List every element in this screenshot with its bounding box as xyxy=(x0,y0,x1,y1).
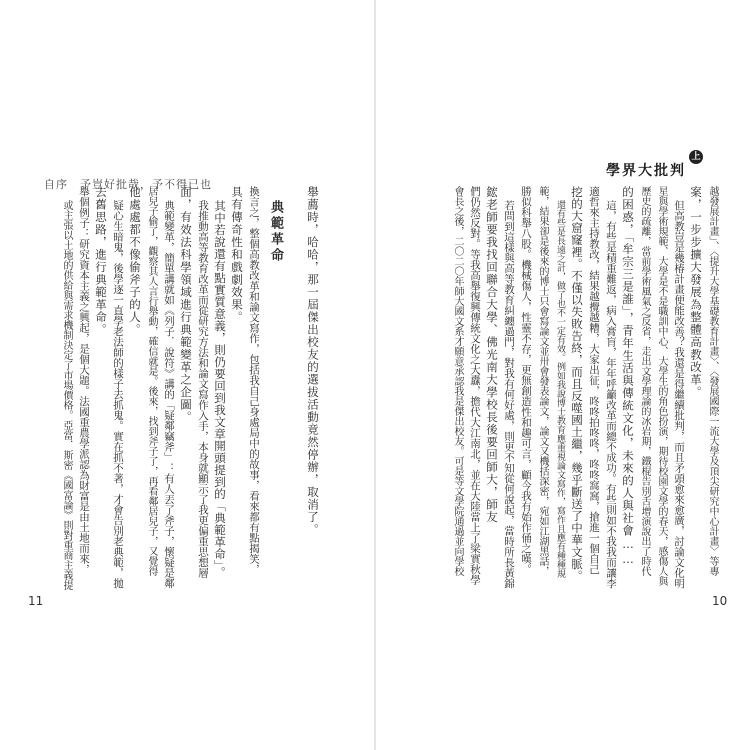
text-column: 這，有些是積重難返，病入膏肓，年年呼籲改革而總不成功。有些則如不我我而讓李 xyxy=(605,200,617,589)
text-column: 其中若說還有點實質意義，則仍要回到我文章開頭提到的「典範革命」。 xyxy=(213,200,227,579)
text-column: 們仍然反對。等我高舉復興傳統文化之大纛，擔代大江南北，並在大陸當上了梁實秋學 xyxy=(469,186,481,585)
text-column: 換言之，整個高教改革和論文寫作，包括我自己身處局中的故事，看來都有點揭笑， xyxy=(248,186,260,575)
text-column: 會長之後，二〇二〇年師大國文系才願意承認我是傑出校友。可是等文學院通過並向學校 xyxy=(452,186,463,576)
text-column: 居兒子偷了，觀察其人言行舉動，確信就是。後來，找到斧子了，再看鄰居兒子，又覺得 xyxy=(146,186,157,576)
text-column: 我推動高等教育改革而從研究方法和論文寫作入手，本身就顯示了我更偏重思想層 xyxy=(197,200,209,578)
book-title xyxy=(606,150,703,180)
page-number: 11 xyxy=(28,594,44,608)
text-column: 適哲來主持教改，結果越攪越糟，大家出征，咚咚拍咚咚，咚咚窩窩，搶進一個自己 xyxy=(588,186,600,575)
right-page xyxy=(375,0,750,750)
text-column: 案，一步步擴大發展為整體高教改革。 xyxy=(689,186,703,399)
text-column: 但高教豈是幾椿計畫便能改善？我還是得繼續批判，而且矛頭愈來愈廣，討論文化明 xyxy=(673,200,685,589)
text-column: 還有些是長遠之計，做了也不一定有效。例如我說博士教育應重視論文寫作，寫作且應有種種規 xyxy=(555,200,565,578)
text-column: 去舊思路，進行典範革命。 xyxy=(94,186,108,336)
text-column: 具有傳奇性和戲劇效果。 xyxy=(230,186,244,324)
text-column: 星與學術規範、大學是不是職訓中心、大學生的角色扮演，期待校園文學的春天，感傷人與 xyxy=(656,186,667,586)
page-number: 10 xyxy=(712,594,728,608)
text-column: 舉個例子：研究資本主義之興起，是個大題。法國重農學派認為財富是由土地而來， xyxy=(78,186,90,575)
text-column: 勝似科舉八股。機械傷人，性靈不存，更無創造性和趣可言，顧今我有始作俑之嘆。 xyxy=(520,186,532,575)
text-column: 越發展計畫」、〈提升大學基礎教育計畫〉、〈發展國際一流大學及頂尖研究中心計畫〉等專 xyxy=(707,186,718,576)
text-column: 挖的大窟窿裡。不僅以失敗告終，而且反噬國土繼，幾乎斷送了中華文脈。 xyxy=(570,186,584,582)
text-column: 鋐老師要我找回聯合大學、佛光南大學校長後要回師大，師友 xyxy=(485,186,499,524)
section-heading: 典範革命 xyxy=(268,200,283,264)
text-column: 疑心生暗鬼，後學逐一直學老法師的樣子去抓鬼。實在抓不著，才會告別老典範，拋 xyxy=(112,200,124,589)
text-column: 或主張以土地的供給與需求機制決定了市場價格。亞當．斯密《國富論》則對重商主義提 xyxy=(61,200,72,590)
text-column: 若問到這樣與高等教育糾纏過門，對我有何好處，則更不知從何說起，當時所長黃錦 xyxy=(503,200,515,589)
text-column: 典範變革，簡單講就如《列子．說符》講的「疑鄰竊斧」：有人丟了斧子，懷疑是鄰 xyxy=(163,200,175,589)
text-column: 歷史的疏離，當前學術風氣之反省，走出文學理論的冰岩期，鐵棍告別舌增演說出了時代 xyxy=(639,186,650,576)
book-title-text: 學界大批判 xyxy=(606,163,686,179)
volume-badge: 上冊 xyxy=(689,150,703,164)
text-column: 舉薦時，哈哈，那一屆傑出校友的選拔活動竟然停辦，取消了。 xyxy=(306,186,320,536)
text-column: 的困惑，「牟宗三是誰」，青年生活與傳統文化，未來的人與社會…… xyxy=(621,186,635,567)
text-column: 他處處都不像偷斧子的人。 xyxy=(128,186,142,336)
text-column: 面，有效法科學領域進行典範變革之企圖。 xyxy=(179,186,193,424)
text-column: 範，結果卻是後來的博士只會寫論文並卅會發表論文，論文又機括深密，宛如江湖黑話， xyxy=(537,186,548,576)
running-head: 自序 予豈好批哉，予不得已也 xyxy=(44,178,212,191)
